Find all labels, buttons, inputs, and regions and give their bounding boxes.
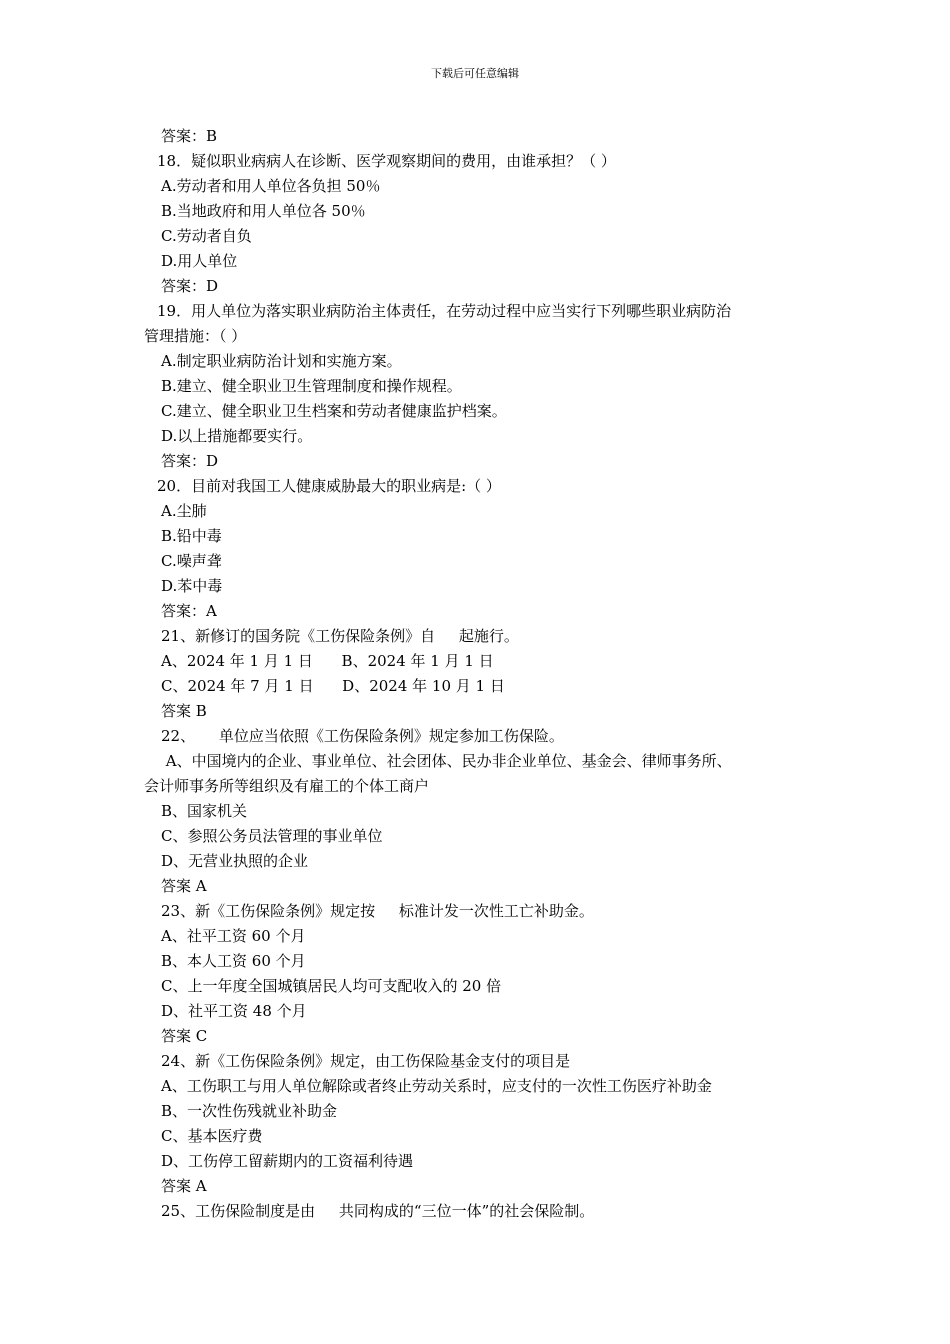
document-body <box>144 124 824 1224</box>
answer-line: 答案 C <box>161 1027 208 1045</box>
option-line: B、国家机关 <box>161 802 248 820</box>
option-line: A、工伤职工与用人单位解除或者终止劳动关系时，应支付的一次性工伤医疗补助金 <box>161 1077 712 1095</box>
question-line: 25、工伤保险制度是由 共同构成的“三位一体”的社会保险制。 <box>161 1202 595 1220</box>
option-line: C.劳动者自负 <box>161 227 252 245</box>
option-line: B.铅中毒 <box>161 527 222 545</box>
option-line: B.当地政府和用人单位各 50％ <box>161 202 366 220</box>
question-line: 19．用人单位为落实职业病防治主体责任，在劳动过程中应当实行下列哪些职业病防治 <box>157 302 732 320</box>
option-line: D、无营业执照的企业 <box>161 852 309 870</box>
answer-line: 答案 A <box>161 877 207 895</box>
option-line: A.制定职业病防治计划和实施方案。 <box>161 352 402 370</box>
option-line: C.建立、健全职业卫生档案和劳动者健康监护档案。 <box>161 402 507 420</box>
answer-line: 答案：B <box>161 127 218 145</box>
option-line: D、工伤停工留薪期内的工资福利待遇 <box>161 1152 414 1170</box>
option-line: B、本人工资 60 个月 <box>161 952 306 970</box>
option-line: A、2024 年 1 月 1 日 B、2024 年 1 月 1 日 <box>161 652 494 670</box>
question-line: 21、新修订的国务院《工伤保险条例》自 起施行。 <box>161 627 519 645</box>
question-line: 20．目前对我国工人健康威胁最大的职业病是:（ ） <box>157 477 501 495</box>
answer-line: 答案：A <box>161 602 217 620</box>
option-line: C.噪声聋 <box>161 552 222 570</box>
answer-line: 答案：D <box>161 277 219 295</box>
option-line: C、基本医疗费 <box>161 1127 263 1145</box>
option-line: C、参照公务员法管理的事业单位 <box>161 827 383 845</box>
option-line: A、社平工资 60 个月 <box>161 927 306 945</box>
answer-line: 答案：D <box>161 452 219 470</box>
option-line: A.尘肺 <box>161 502 207 520</box>
option-line-continued: 会计师事务所等组织及有雇工的个体工商户 <box>144 777 430 795</box>
option-line: D.以上措施都要实行。 <box>161 427 313 445</box>
page-header: 下载后可任意编辑 <box>431 67 519 80</box>
option-line: D、社平工资 48 个月 <box>161 1002 307 1020</box>
option-line: B.建立、健全职业卫生管理制度和操作规程。 <box>161 377 462 395</box>
answer-line: 答案 B <box>161 702 207 720</box>
option-line: D.苯中毒 <box>161 577 223 595</box>
question-line: 23、新《工伤保险条例》规定按 标准计发一次性工亡补助金。 <box>161 902 594 920</box>
option-line: C、上一年度全国城镇居民人均可支配收入的 20 倍 <box>161 977 502 995</box>
question-line-continued: 管理措施：（ ） <box>144 327 247 345</box>
question-line: 24、新《工伤保险条例》规定，由工伤保险基金支付的项目是 <box>161 1052 571 1070</box>
option-line: A.劳动者和用人单位各负担 50％ <box>161 177 381 195</box>
option-line: A、中国境内的企业、事业单位、社会团体、民办非企业单位、基金会、律师事务所、 <box>161 752 732 770</box>
answer-line: 答案 A <box>161 1177 207 1195</box>
question-line: 22、 单位应当依照《工伤保险条例》规定参加工伤保险。 <box>161 727 564 745</box>
question-line: 18．疑似职业病病人在诊断、医学观察期间的费用，由谁承担？（ ） <box>157 152 616 170</box>
option-line: D.用人单位 <box>161 252 238 270</box>
option-line: C、2024 年 7 月 1 日 D、2024 年 10 月 1 日 <box>161 677 505 695</box>
option-line: B、一次性伤残就业补助金 <box>161 1102 338 1120</box>
